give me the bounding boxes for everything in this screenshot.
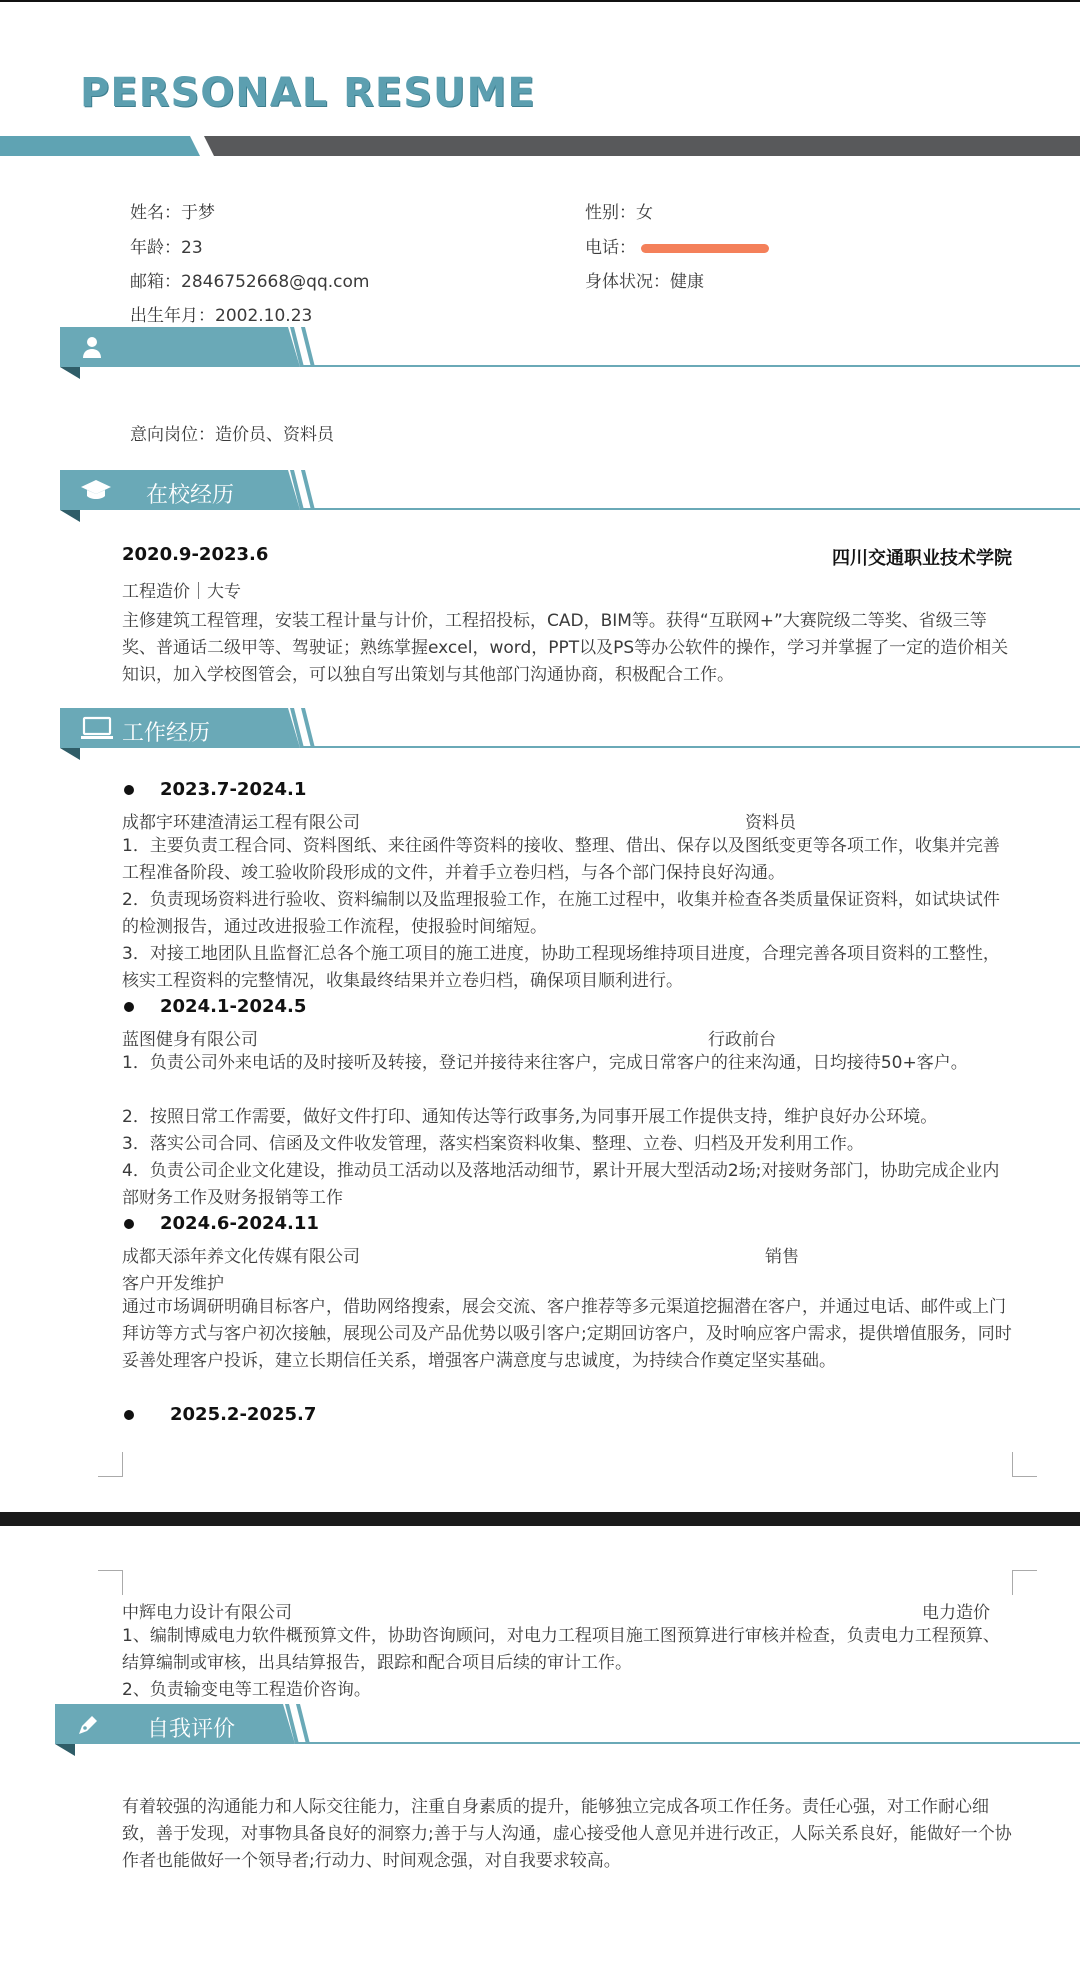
info-email: 邮箱：2846752668@qq.com [130,272,370,292]
job-duty: 1．负责公司外来电话的及时接听及转接，登记并接待来往客户，完成日常客户的往来沟通，日均接待50+客户。 [122,1053,968,1073]
job-company: 中辉电力设计有限公司 [122,1603,292,1623]
job-bullet [124,1410,134,1420]
header-accent-bar [0,136,200,156]
job-duty: 1．主要负责工程合同、资料图纸、来往函件等资料的接收、整理、借出、保存以及图纸变更等各项工作，收集并完善工程准备阶段、竣工验收阶段形成的文件，并着手立卷归档，与各个部门保持良好沟通。 [122,836,1000,883]
person-icon [80,335,104,365]
job-company: 蓝图健身有限公司 [122,1030,258,1050]
pen-icon [75,1712,101,1744]
corner-mark [98,1452,123,1477]
job-role: 行政前台 [708,1030,776,1050]
info-gender: 性别：女 [585,203,653,223]
job-duty: 3．落实公司合同、信函及文件收发管理，落实档案资料收集、整理、立卷、归档及开发利用工作。 [122,1134,864,1154]
graduation-cap-icon [80,478,112,508]
job-duty: 2．按照日常工作需要，做好文件打印、通知传达等行政事务,为同事开展工作提供支持，维护良好办公环境。 [122,1107,938,1127]
info-phone [585,233,769,258]
header-dark-bar [204,136,1080,156]
info-age: 年龄：23 [130,238,203,258]
resume-title: PERSONAL RESUME [80,70,536,116]
self-evaluation-text: 有着较强的沟通能力和人际交往能力，注重自身素质的提升，能够独立完成各项工作任务。责任心强，对工作耐心细致，善于发现，对事物具备良好的洞察力;善于与人沟通，虚心接受他人意见并进行改正，人际关系良好，能做好一个协作者也能做好一个领导者;行动力、时间观念强，对自我要求较高。 [122,1797,1012,1871]
job-bullet [124,1219,134,1229]
info-name: 姓名：于梦 [130,203,215,223]
job-duty: 通过市场调研明确目标客户，借助网络搜索，展会交流、客户推荐等多元渠道挖掘潜在客户，并通过电话、邮件或上门拜访等方式与客户初次接触，展现公司及产品优势以吸引客户;定期回访客户，及时响应客户需求，提供增值服务，同时妥善处理客户投诉，建立长期信任关系，增强客户满意度与忠诚度，为持续合作奠定坚实基础。 [122,1297,1012,1371]
intent-position: 意向岗位：造价员、资料员 [130,425,334,445]
phone-redaction [641,244,769,253]
school-description: 主修建筑工程管理，安装工程计量与计价，工程招投标，CAD，BIM等。获得“互联网+”大赛院级二等奖、省级三等奖、普通话二级甲等、驾驶证；熟练掌握excel，word，PPT以及PS等办公软件的操作，学习并掌握了一定的造价相关知识，加入学校图管会，可以独自写出策划与其他部门沟通协商，积极配合工作。 [122,611,1009,685]
job-duty: 1、编制博威电力软件概预算文件，协助咨询顾问，对电力工程项目施工图预算进行审核并检查，负责电力工程预算、结算编制或审核，出具结算报告，跟踪和配合项目后续的审计工作。 [122,1626,1000,1673]
job-bullet [124,1002,134,1012]
job-period: 2024.6-2024.11 [160,1213,319,1234]
job-role: 资料员 [745,813,796,833]
job-company: 成都天添年养文化传媒有限公司 [122,1247,360,1267]
corner-mark [98,1570,123,1595]
job-role: 电力造价 [922,1603,990,1623]
info-birth: 出生年月：2002.10.23 [130,306,313,326]
job-subtitle: 客户开发维护 [122,1274,224,1294]
job-duty: 4．负责公司企业文化建设，推动员工活动以及落地活动细节，累计开展大型活动2场;对接财务部门，协助完成企业内部财务工作及财务报销等工作 [122,1161,1000,1208]
info-phone-label: 电话： [585,238,636,258]
job-duty: 2、负责输变电等工程造价咨询。 [122,1680,371,1700]
school-major: 工程造价｜大专 [122,582,241,602]
corner-mark [1012,1570,1037,1595]
corner-mark [1012,1452,1037,1477]
school-period: 2020.9-2023.6 [122,544,269,565]
section-self-title: 自我评价 [147,1717,236,1742]
job-period: 2025.2-2025.7 [170,1404,317,1425]
section-school-header [60,470,1080,510]
section-work-header [60,708,1080,748]
resume-page-2 [0,1526,1080,1981]
section-intent-header [60,327,1080,367]
laptop-icon [80,716,114,746]
school-name: 四川交通职业技术学院 [832,548,1012,569]
page-separator [0,1512,1080,1526]
job-role: 销售 [765,1247,799,1267]
section-school-title: 在校经历 [146,483,235,508]
job-duty: 3．对接工地团队且监督汇总各个施工项目的施工进度，协助工程现场维持项目进度，合理完善各项目资料的工整性，核实工程资料的完整情况，收集最终结果并立卷归档，确保项目顺利进行。 [122,944,1000,991]
job-company: 成都宇环建渣清运工程有限公司 [122,813,360,833]
job-bullet [124,785,134,795]
job-duty: 2．负责现场资料进行验收、资料编制以及监理报验工作，在施工过程中，收集并检查各类质量保证资料，如试块试件的检测报告，通过改进报验工作流程，使报验时间缩短。 [122,890,1000,937]
job-period: 2023.7-2024.1 [160,779,307,800]
job-period: 2024.1-2024.5 [160,996,307,1017]
info-health: 身体状况：健康 [585,272,704,292]
section-self-header [55,1704,1080,1744]
section-work-title: 工作经历 [122,721,211,746]
